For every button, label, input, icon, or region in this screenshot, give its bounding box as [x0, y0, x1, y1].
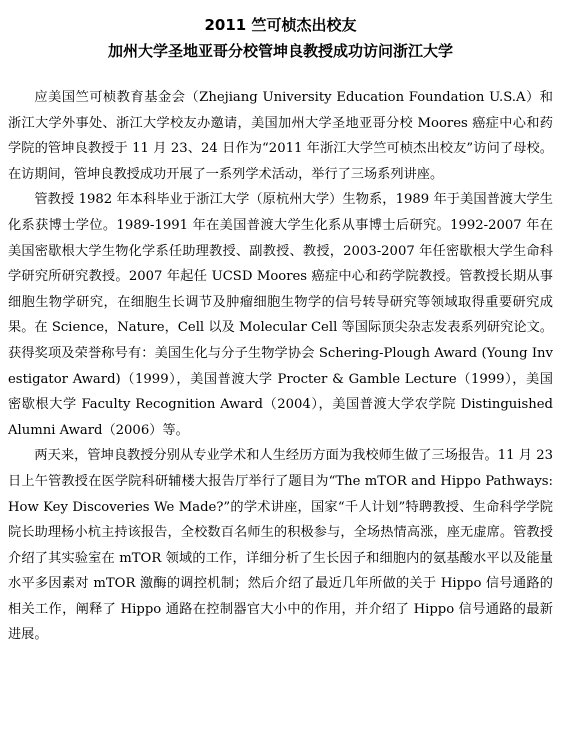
- paragraph-intro: 应美国竺可桢教育基金会（Zhejiang University Education Foundation U.S.A）和浙江大学外事处、浙江大学校友办邀请，美国加州大学圣地亚哥分校 Moores 癌症中心和药学院的管坤良教授于 11 月 23、24 日作为“2011 年浙江大学竺可桢杰出校友”访问了母校。在访期间，管坤良教授成功开展了一系列学术活动，举行了三场系列讲座。: [8, 90, 553, 182]
- paragraph-biography: 管教授 1982 年本科毕业于浙江大学（原杭州大学）生物系，1989 年于美国普渡大学生化系获博士学位。1989-1991 年在美国普渡大学生化系从事博士后研究。1992-2007 年在美国密歇根大学生物化学系任助理教授、副教授、教授，2003-2007 年任密歇根大学生命科学研究所研究教授。2007 年起任 UCSD Moores 癌症中心和药学院教授。管教授长期从事细胞生物学研究，在细胞生长调节及肿瘤细胞生物学的信号转导研究等领域取得重要研究成果。在 Science，Nature，Cell 以及 Molecular Cell 等国际顶尖杂志发表系列研究论文。获得奖项及荣誉称号有：美国生化与分子生物学协会 Schering-Plough Award (Young Investigator Award)（1999），美国普渡大学 Procter & Gamble Lecture（1999），美国密歇根大学 Faculty Recognition Award（2004），美国普渡大学农学院 Distinguished Alumni Award（2006）等。: [8, 192, 553, 438]
- document-subtitle: 加州大学圣地亚哥分校管坤良教授成功访问浙江大学: [107, 42, 453, 60]
- paragraph-lectures: 两天来，管坤良教授分别从专业学术和人生经历方面为我校师生做了三场报告。11 月 23 日上午管教授在医学院科研辅楼大报告厅举行了题目为“The mTOR and Hippo Pathways: How Key Discoveries We Made?”的学术讲座，国家“千人计划”特聘教授、生命科学学院院长助理杨小杭主持该报告，全校数百名师生的积极参与，全场热情高涨，座无虚席。管教授介绍了其实验室在 mTOR 领域的工作，详细分析了生长因子和细胞内的氨基酸水平以及能量水平多因素对 mTOR 激酶的调控机制；然后介绍了最近几年所做的关于 Hippo 信号通路的相关工作，阐释了 Hippo 通路在控制器官大小中的作用，并介绍了 Hippo 信号通路的最新进展。: [8, 448, 553, 643]
- document-title: 2011 竺可桢杰出校友: [204, 16, 357, 34]
